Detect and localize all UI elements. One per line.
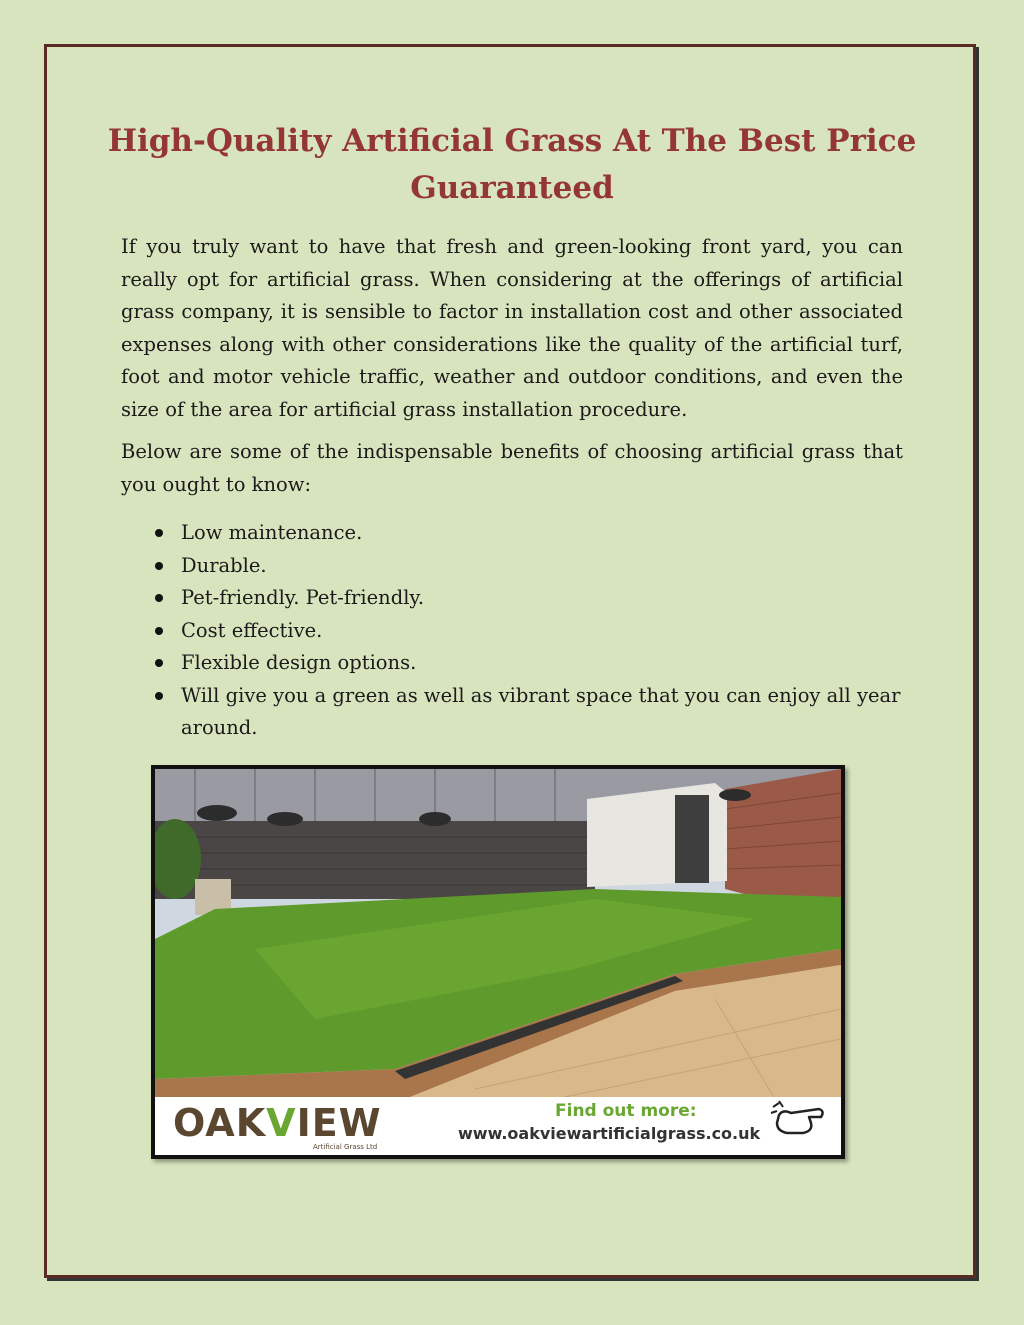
list-item: Durable.	[121, 550, 903, 583]
list-item: Pet-friendly. Pet-friendly.	[121, 582, 903, 615]
logo-subtitle: Artificial Grass Ltd	[313, 1143, 378, 1151]
pointing-hand-icon	[769, 1099, 829, 1139]
intro-paragraph: If you truly want to have that fresh and green-looking front yard, you can really opt for artificial grass. When considering at the offerings of artificial grass company, it is sensible to factor in installation cost and other associated expenses along with other considerations like the quality of the artificial turf, foot and motor vehicle traffic, weather and outdoor conditions, and even the size of the area for artificial grass installation procedure.	[121, 235, 903, 421]
oakview-logo: OAKVIEW	[173, 1101, 382, 1145]
find-out-more-label: Find out more:	[555, 1101, 697, 1121]
list-item: Flexible design options.	[121, 647, 903, 680]
website-url: www.oakviewartificialgrass.co.uk	[458, 1124, 761, 1143]
list-item: Will give you a green as well as vibrant space that you can enjoy all year around.	[121, 680, 903, 745]
page-title: High-Quality Artificial Grass At The Best Price Guaranteed	[107, 123, 917, 206]
oakview-banner	[155, 1097, 841, 1155]
list-item: Low maintenance.	[121, 517, 903, 550]
list-item: Cost effective.	[121, 615, 903, 648]
benefits-intro-paragraph: Below are some of the indispensable benefits of choosing artificial grass that you ought to know:	[121, 440, 903, 496]
benefits-list	[121, 517, 903, 745]
